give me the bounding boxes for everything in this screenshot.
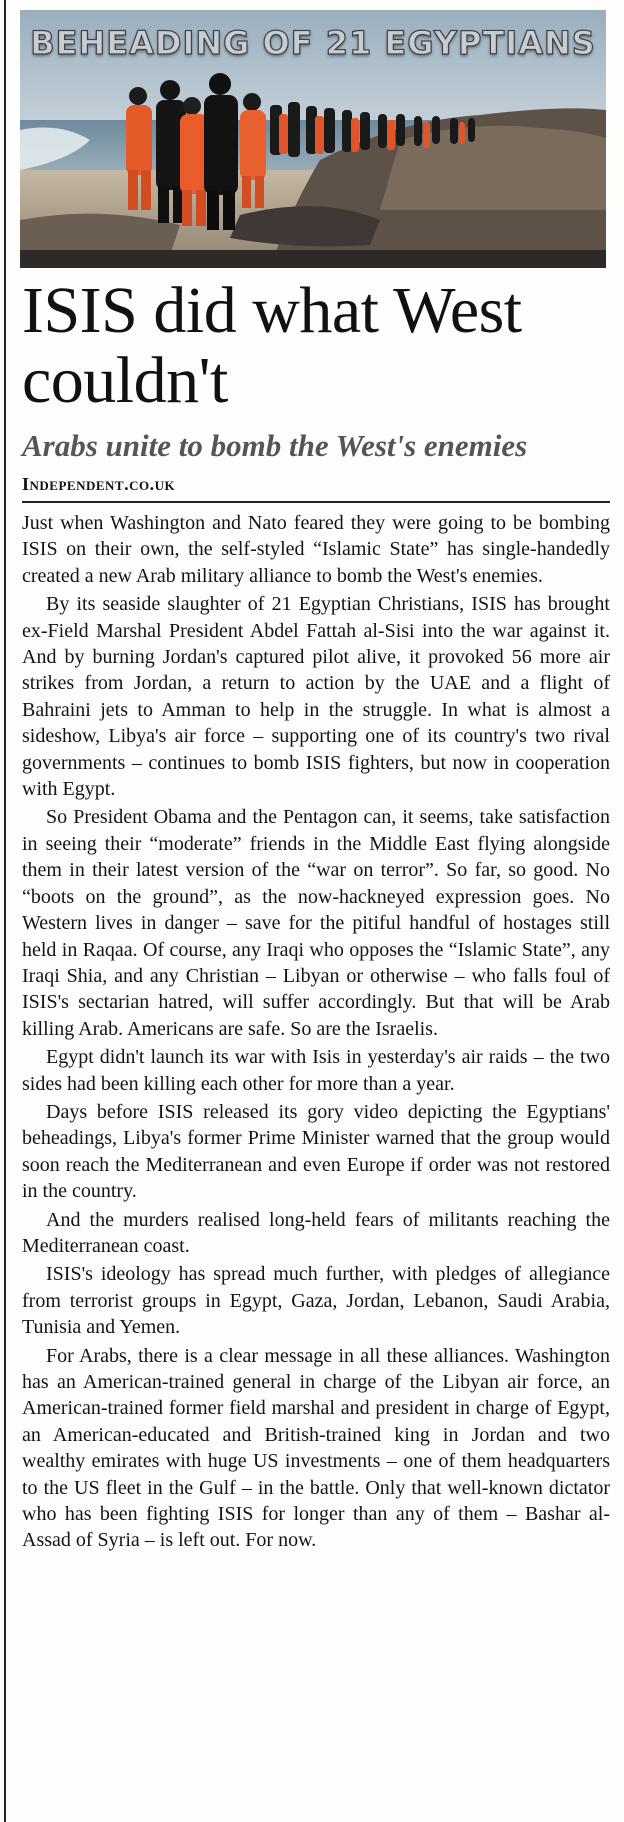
column-rule: [4, 0, 6, 1822]
source-credit: Independent.co.uk: [22, 474, 176, 494]
article-body: [22, 510, 610, 1556]
article-paragraph: By its seaside slaughter of 21 Egyptian Christians, ISIS has brought ex-Field Marshal President Abdel Fattah al-Sisi into the war against it. And by burning Jordan's captured pilot alive, it provoked 56 more air strikes from Jordan, a return to action by the UAE and a flight of Bahraini jets to Amman to help in the struggle. In what is almost a sideshow, Libya's air force – supporting one of its country's two rival governments – continues to bomb ISIS fighters, but now in cooperation with Egypt.: [22, 593, 610, 801]
hero-photo: [20, 10, 606, 268]
article-paragraph: Days before ISIS released its gory video depicting the Egyptians' beheadings, Libya's former Prime Minister warned that the group would soon reach the Mediterranean and even Europe if order was not restored in the country.: [22, 1100, 610, 1203]
article-paragraph: So President Obama and the Pentagon can, it seems, take satisfaction in seeing their “moderate” friends in the Middle East flying alongside them in their latest version of the “war on terror”. So far, so good. No “boots on the ground”, as the now-hackneyed expression goes. No Western lives in danger – save for the pitiful handful of hostages still held in Raqaa. Of course, any Iraqi who opposes the “Islamic State”, any Iraqi Shia, and any Christian – Libyan or otherwise – who falls foul of ISIS's sectarian hatred, will suffer accordingly. But that will be Arab killing Arab. Americans are safe. So are the Israelis.: [22, 806, 610, 1040]
article-paragraph: Just when Washington and Nato feared they were going to be bombing ISIS on their own, the self-styled “Islamic State” has single-handedly created a new Arab military alliance to bomb the West's enemies.: [22, 512, 610, 587]
article-paragraph: Egypt didn't launch its war with Isis in yesterday's air raids – the two sides had been killing each other for more than a year.: [22, 1046, 610, 1095]
article-paragraph: ISIS's ideology has spread much further, with pledges of allegiance from terrorist groups in Egypt, Gaza, Jordan, Lebanon, Saudi Arabia, Tunisia and Yemen.: [22, 1263, 610, 1339]
subheadline: Arabs unite to bomb the West's enemies: [22, 428, 528, 463]
hero-caption: BEHEADING OF 21 EGYPTIANS: [30, 24, 596, 62]
headline: ISIS did what West couldn't: [22, 274, 522, 417]
article-paragraph: For Arabs, there is a clear message in all these alliances. Washington has an American-trained general in charge of the Libyan air force, an American-trained former field marshal and president in charge of Egypt, an American-educated and British-trained king in Jordan and two wealthy emirates with huge US investments – one of them headquarters to the US fleet in the Gulf – in the battle. Only that well-known dictator who has been fighting ISIS for longer than any of them – Bashar al-Assad of Syria – is left out. For now.: [22, 1344, 610, 1552]
divider: [22, 501, 610, 503]
article-paragraph: And the murders realised long-held fears of militants reaching the Mediterranean coast.: [22, 1208, 610, 1257]
